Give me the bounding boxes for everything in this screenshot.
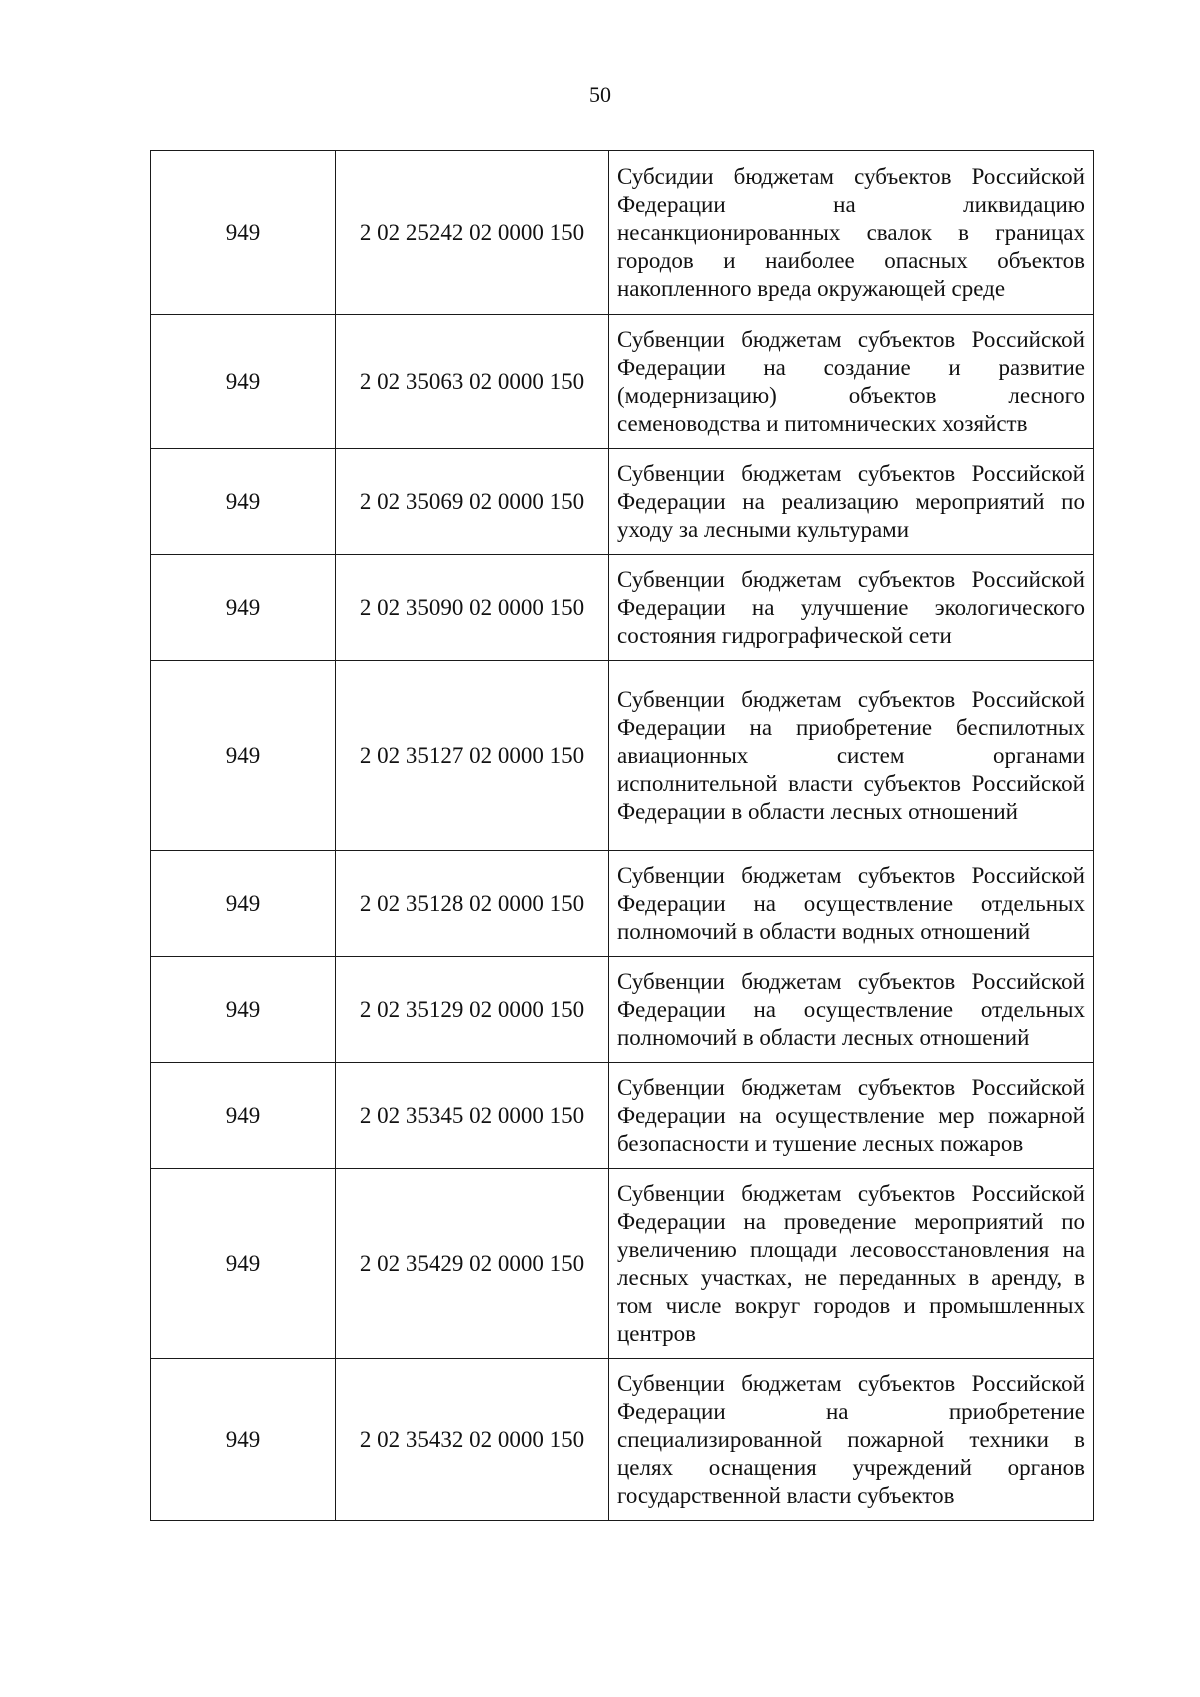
description-cell: Субвенции бюджетам субъектов Российской Федерации на создание и развитие (модернизацию) объектов лесного семеноводства и питомнических хозяйств [609,315,1094,449]
page-number: 50 [589,82,611,107]
admin-code-cell: 949 [151,1359,336,1521]
kbk-code-cell: 2 02 35128 02 0000 150 [336,851,609,957]
kbk-code-cell: 2 02 35129 02 0000 150 [336,957,609,1063]
kbk-code-cell: 2 02 35069 02 0000 150 [336,449,609,555]
table-row [151,449,1094,555]
kbk-code-cell: 2 02 35345 02 0000 150 [336,1063,609,1169]
table-row [151,315,1094,449]
admin-code-cell: 949 [151,555,336,661]
table-row [151,661,1094,851]
description-cell: Субвенции бюджетам субъектов Российской Федерации на приобретение специализированной пожарной техники в целях оснащения учреждений органов государственной власти субъектов [609,1359,1094,1521]
budget-classification-table [150,150,1094,1521]
description-cell: Субсидии бюджетам субъектов Российской Федерации на ликвидацию несанкционированных свалок в границах городов и наиболее опасных объектов накопленного вреда окружающей среде [609,151,1094,315]
table-row [151,1169,1094,1359]
description-cell: Субвенции бюджетам субъектов Российской Федерации на осуществление отдельных полномочий в области водных отношений [609,851,1094,957]
admin-code-cell: 949 [151,851,336,957]
admin-code-cell: 949 [151,315,336,449]
admin-code-cell: 949 [151,1169,336,1359]
admin-code-cell: 949 [151,661,336,851]
kbk-code-cell: 2 02 35429 02 0000 150 [336,1169,609,1359]
admin-code-cell: 949 [151,957,336,1063]
table-row [151,1063,1094,1169]
description-cell: Субвенции бюджетам субъектов Российской Федерации на осуществление отдельных полномочий в области лесных отношений [609,957,1094,1063]
kbk-code-cell: 2 02 35127 02 0000 150 [336,661,609,851]
description-cell: Субвенции бюджетам субъектов Российской Федерации на приобретение беспилотных авиационных систем органами исполнительной власти субъектов Российской Федерации в области лесных отношений [609,661,1094,851]
description-cell: Субвенции бюджетам субъектов Российской Федерации на улучшение экологического состояния гидрографической сети [609,555,1094,661]
table-row [151,555,1094,661]
admin-code-cell: 949 [151,151,336,315]
table-row [151,957,1094,1063]
kbk-code-cell: 2 02 35063 02 0000 150 [336,315,609,449]
kbk-code-cell: 2 02 35090 02 0000 150 [336,555,609,661]
admin-code-cell: 949 [151,1063,336,1169]
table-row [151,851,1094,957]
table-row [151,1359,1094,1521]
table-row [151,151,1094,315]
description-cell: Субвенции бюджетам субъектов Российской Федерации на осуществление мер пожарной безопасности и тушение лесных пожаров [609,1063,1094,1169]
description-cell: Субвенции бюджетам субъектов Российской Федерации на реализацию мероприятий по уходу за лесными культурами [609,449,1094,555]
admin-code-cell: 949 [151,449,336,555]
kbk-code-cell: 2 02 25242 02 0000 150 [336,151,609,315]
kbk-code-cell: 2 02 35432 02 0000 150 [336,1359,609,1521]
description-cell: Субвенции бюджетам субъектов Российской Федерации на проведение мероприятий по увеличению площади лесовосстановления на лесных участках, не переданных в аренду, в том числе вокруг городов и промышленных центров [609,1169,1094,1359]
